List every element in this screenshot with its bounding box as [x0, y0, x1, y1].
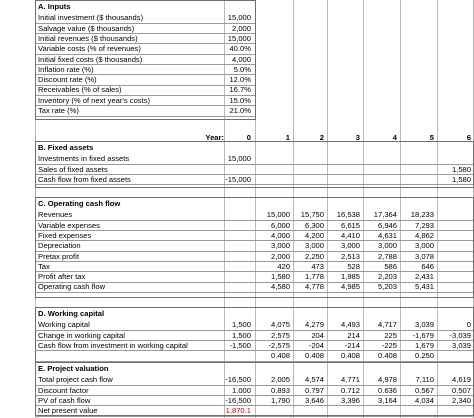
valuation-cell: 4,978	[377, 375, 397, 385]
valuation-cell: 0.893	[270, 385, 290, 395]
input-label: Variable costs (% of revenues)	[38, 44, 141, 54]
input-value: 5.0%	[233, 64, 251, 74]
operating-cell: 4,862	[414, 230, 434, 240]
input-value: 40.0%	[229, 44, 251, 54]
valuation-cell: 2,340	[451, 395, 471, 405]
npv-label: Net present value	[38, 406, 98, 416]
valuation-cell: 0.712	[340, 385, 360, 395]
row-border	[36, 184, 473, 185]
working-capital-cell: -2,575	[268, 340, 290, 350]
operating-cell: 4,778	[304, 282, 324, 292]
input-label: Receivables (% of sales)	[38, 85, 122, 95]
fixed-assets-cell: -15,000	[225, 174, 251, 184]
working-capital-cell: -1,500	[229, 340, 251, 350]
operating-cell: 4,631	[377, 230, 397, 240]
operating-cell: 3,000	[340, 241, 360, 251]
section-header-operating: C. Operating cash flow	[38, 199, 121, 208]
input-value: 15,000	[227, 13, 251, 23]
operating-cell: 1,580	[270, 272, 290, 282]
working-capital-cell: 4,493	[340, 320, 360, 330]
input-value: 21.0%	[229, 106, 251, 115]
working-capital-row-label: Change in working capital	[38, 330, 125, 340]
valuation-cell: 4,771	[340, 375, 360, 385]
input-label: Discount rate (%)	[38, 75, 97, 85]
input-value: 16.7%	[229, 85, 251, 95]
operating-cell: 4,200	[304, 230, 324, 240]
working-capital-cell: 1,500	[231, 330, 251, 340]
working-capital-cell: 1,679	[414, 340, 434, 350]
operating-cell: 7,293	[414, 220, 434, 230]
valuation-cell: 0.797	[304, 385, 324, 395]
working-capital-cell: 0.408	[304, 351, 324, 361]
input-value: 12.0%	[229, 75, 251, 85]
operating-row-label: Fixed expenses	[38, 230, 92, 240]
valuation-cell: -16,500	[225, 375, 251, 385]
operating-cell: 2,250	[304, 251, 324, 261]
valuation-cell: 3,646	[304, 395, 324, 405]
working-capital-cell: 4,279	[304, 320, 324, 330]
operating-row-label: Tax	[38, 261, 50, 271]
year-header: 4	[392, 133, 397, 142]
operating-cell: 2,431	[414, 272, 434, 282]
valuation-cell: 4,619	[451, 375, 471, 385]
valuation-cell: 4,034	[414, 395, 434, 405]
operating-cell: 3,000	[377, 241, 397, 251]
row-border	[36, 405, 473, 406]
operating-cell: 2,513	[340, 251, 360, 261]
operating-cell: 3,000	[270, 241, 290, 251]
row-border	[36, 116, 255, 117]
fixed-assets-cell: 1,580	[451, 164, 471, 174]
operating-cell: 2,203	[377, 272, 397, 282]
operating-cell: 4,000	[270, 230, 290, 240]
operating-cell: 1,985	[340, 272, 360, 282]
operating-cell: 6,946	[377, 220, 397, 230]
section-header-fixed-assets: B. Fixed assets	[38, 143, 94, 152]
working-capital-cell: 0	[466, 320, 471, 330]
working-capital-cell: -225	[381, 340, 397, 350]
valuation-cell: 0.567	[414, 385, 434, 395]
operating-cell: 2,788	[377, 251, 397, 261]
valuation-cell: 4,574	[304, 375, 324, 385]
operating-cell: 4,985	[340, 282, 360, 292]
valuation-cell: 7,110	[415, 375, 434, 385]
valuation-row-label: PV of cash flow	[38, 395, 91, 405]
working-capital-cell: 214	[347, 330, 360, 340]
working-capital-cell: 0.408	[270, 351, 290, 361]
operating-cell: 473	[311, 261, 324, 271]
operating-cell: 1,778	[304, 272, 324, 282]
working-capital-cell: 3,039	[451, 340, 471, 350]
operating-cell: 15,000	[266, 210, 290, 220]
working-capital-row-label: Working capital	[38, 320, 90, 330]
input-label: Initial fixed costs ($ thousands)	[38, 54, 143, 64]
year-header: 3	[355, 133, 360, 142]
working-capital-cell: 0.408	[377, 351, 397, 361]
section-header-working-capital: D. Working capital	[38, 309, 105, 318]
operating-cell: 3,000	[304, 241, 324, 251]
year-header: 5	[429, 133, 434, 142]
operating-row-label: Pretax profit	[38, 251, 79, 261]
npv-value: 1,870.1	[225, 406, 251, 416]
row-border	[36, 292, 473, 293]
operating-cell: 5,203	[377, 282, 397, 292]
year-header: 1	[285, 133, 290, 142]
fixed-assets-row-label: Investments in fixed assets	[38, 154, 130, 164]
input-value: 2,000	[231, 23, 251, 33]
valuation-cell: 3,396	[340, 395, 360, 405]
operating-cell: 5,431	[414, 282, 434, 292]
valuation-row-label: Total project cash flow	[38, 375, 113, 385]
working-capital-cell: 204	[311, 330, 324, 340]
section-header-inputs: A. Inputs	[38, 2, 71, 11]
valuation-cell: 0.507	[451, 385, 471, 395]
valuation-cell: -16,500	[225, 395, 251, 405]
operating-cell: 2,000	[270, 251, 290, 261]
input-value: 15,000	[227, 33, 251, 43]
fixed-assets-row-label: Sales of fixed assets	[38, 164, 108, 174]
working-capital-row-label: Cash flow from investment in working capital	[38, 340, 188, 350]
operating-cell: 16,538	[336, 210, 360, 220]
working-capital-cell: -214	[344, 340, 360, 350]
input-label: Initial revenues ($ thousands)	[38, 33, 138, 43]
operating-cell: 6,300	[304, 220, 324, 230]
input-label: Inventory (% of next year's costs)	[38, 95, 151, 105]
valuation-cell: 3,164	[377, 395, 397, 405]
fixed-assets-cell: 15,000	[227, 154, 251, 164]
working-capital-cell: 4,075	[270, 320, 290, 330]
operating-cell: 420	[277, 261, 290, 271]
valuation-cell: 2,005	[270, 375, 290, 385]
operating-cell: 6,615	[340, 220, 360, 230]
operating-row-label: Depreciation	[38, 241, 81, 251]
working-capital-cell: -3,039	[449, 330, 471, 340]
working-capital-cell: 4,717	[377, 320, 397, 330]
working-capital-cell: 3,039	[414, 320, 434, 330]
working-capital-cell: -204	[308, 340, 324, 350]
valuation-row-label: Discount factor	[38, 385, 89, 395]
operating-row-label: Variable expenses	[38, 220, 100, 230]
working-capital-cell: 0.250	[414, 351, 434, 361]
input-value: 4,000	[231, 54, 251, 64]
year-header: 6	[466, 133, 471, 142]
input-value: 15.0%	[229, 95, 251, 105]
section-header-valuation: E. Project valuation	[38, 364, 109, 373]
input-label: Initial investment ($ thousands)	[38, 13, 144, 23]
working-capital-cell: -1,679	[412, 330, 434, 340]
year-label: Year:	[205, 133, 224, 142]
fixed-assets-cell: 1,580	[451, 174, 471, 184]
operating-row-label: Revenues	[38, 210, 73, 220]
operating-row-label: Profit after tax	[38, 272, 86, 282]
working-capital-cell: 0.408	[340, 351, 360, 361]
valuation-cell: 1,790	[270, 395, 290, 405]
operating-cell: 18,233	[410, 210, 434, 220]
working-capital-cell: 2,575	[270, 330, 290, 340]
working-capital-cell: 1,500	[231, 320, 251, 330]
operating-cell: 586	[384, 261, 397, 271]
working-capital-cell: 225	[384, 330, 397, 340]
input-label: Salvage value ($ thousands)	[38, 23, 135, 33]
operating-cell: 528	[347, 261, 360, 271]
operating-cell: 3,000	[414, 241, 434, 251]
valuation-cell: 0.636	[377, 385, 397, 395]
operating-cell: 15,750	[300, 210, 324, 220]
operating-cell: 646	[421, 261, 434, 271]
fixed-assets-row-label: Cash flow from fixed assets	[38, 174, 131, 184]
operating-cell: 4,580	[270, 282, 290, 292]
input-label: Tax rate (%)	[38, 106, 79, 115]
input-label: Inflation rate (%)	[38, 64, 94, 74]
operating-cell: 17,364	[373, 210, 397, 220]
operating-row-label: Operating cash flow	[38, 282, 106, 292]
year-header: 2	[319, 133, 324, 142]
valuation-cell: 1.000	[231, 385, 251, 395]
year-header: 0	[246, 133, 251, 142]
operating-cell: 6,000	[270, 220, 290, 230]
operating-cell: 4,410	[340, 230, 360, 240]
operating-cell: 3,078	[414, 251, 434, 261]
row-border	[36, 416, 473, 417]
